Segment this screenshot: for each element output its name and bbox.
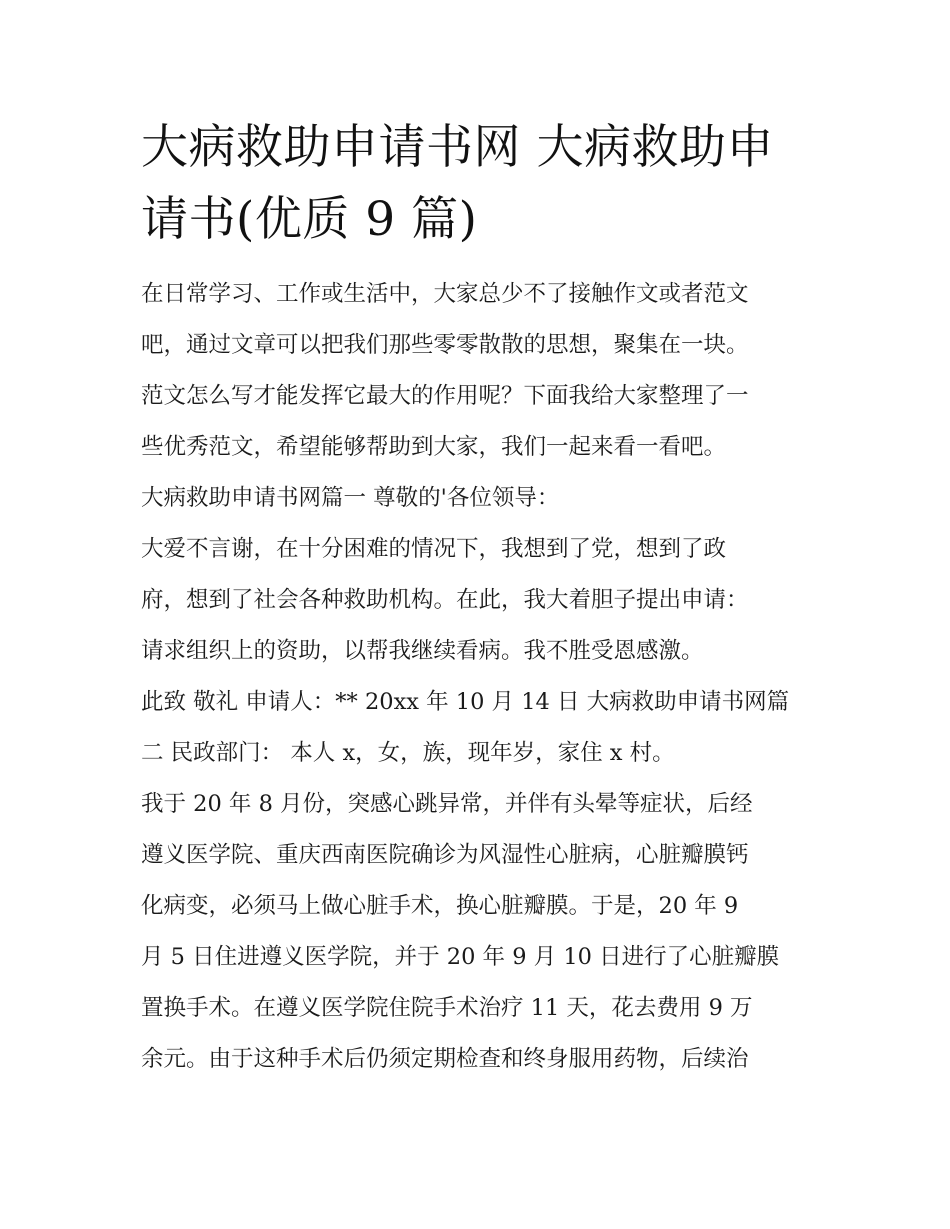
body-line: 范文怎么写才能发挥它最大的作用呢？下面我给大家整理了一 bbox=[141, 383, 749, 409]
title-line: 请书(优质 9 篇) bbox=[141, 192, 478, 247]
body-line: 余元。由于这种手术后仍须定期检查和终身服用药物，后续治 bbox=[141, 1046, 749, 1072]
body-line: 在日常学习、工作或生活中，大家总少不了接触作文或者范文 bbox=[141, 281, 749, 307]
title-line: 大病救助申请书网 大病救助申 bbox=[141, 120, 774, 175]
body-line: 些优秀范文，希望能够帮助到大家，我们一起来看一看吧。 bbox=[141, 434, 727, 460]
document-body bbox=[141, 269, 820, 1085]
body-line: 大爱不言谢，在十分困难的情况下，我想到了党，想到了政 bbox=[141, 536, 727, 562]
body-line: 此致 敬礼 申请人：** 20xx 年 10 月 14 日 大病救助申请书网篇 bbox=[141, 689, 790, 715]
body-line: 遵义医学院、重庆西南医院确诊为风湿性心脏病，心脏瓣膜钙 bbox=[141, 842, 749, 868]
body-line: 化病变，必须马上做心脏手术，换心脏瓣膜。于是，20 年 9 bbox=[141, 893, 739, 919]
body-line: 大病救助申请书网篇一 尊敬的'各位领导： bbox=[141, 485, 560, 511]
body-line: 二 民政部门： 本人 x，女，族，现年岁，家住 x 村。 bbox=[141, 740, 675, 766]
body-line: 请求组织上的资助，以帮我继续看病。我不胜受恩感激。 bbox=[141, 638, 704, 664]
body-line: 月 5 日住进遵义医学院，并于 20 年 9 月 10 日进行了心脏瓣膜 bbox=[141, 944, 780, 970]
body-line: 我于 20 年 8 月份，突感心跳异常，并伴有头晕等症状，后经 bbox=[141, 791, 753, 817]
document-title bbox=[141, 112, 820, 256]
body-line: 府，想到了社会各种救助机构。在此，我大着胆子提出申请： bbox=[141, 587, 749, 613]
body-line: 置换手术。在遵义医学院住院手术治疗 11 天，花去费用 9 万 bbox=[141, 995, 753, 1021]
body-line: 吧，通过文章可以把我们那些零零散散的思想，聚集在一块。 bbox=[141, 332, 749, 358]
